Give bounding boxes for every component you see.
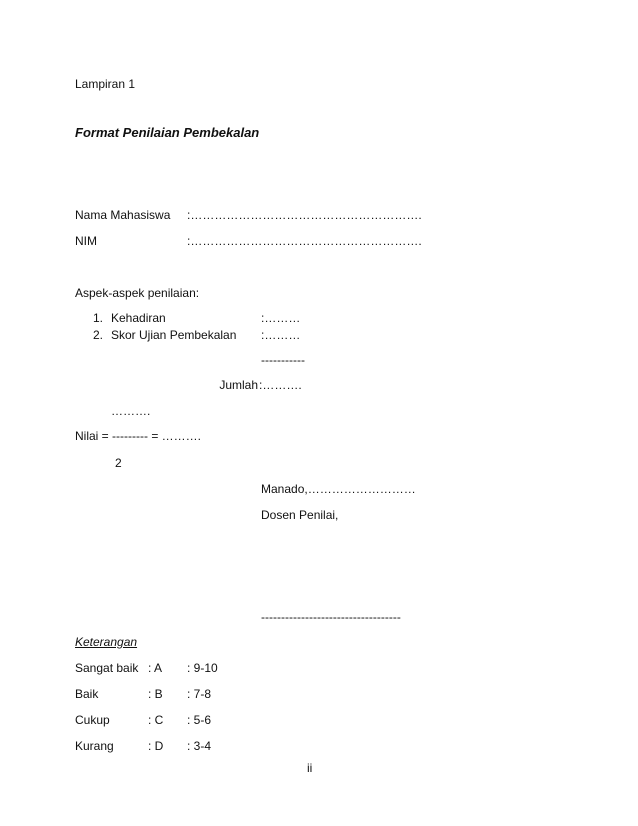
legend-label: Cukup <box>75 713 110 727</box>
place-date: Manado,……………………… <box>261 482 416 496</box>
dosen-penilai-label: Dosen Penilai, <box>261 508 339 522</box>
nama-mahasiswa-label: Nama Mahasiswa <box>75 208 171 222</box>
aspect-label: Skor Ujian Pembekalan <box>111 328 237 342</box>
nama-mahasiswa-value: :…………………………………………………. <box>187 208 422 222</box>
legend-range: : 9-10 <box>187 661 218 675</box>
sum-divider: ----------- <box>261 353 305 367</box>
aspect-number: 2. <box>93 328 104 342</box>
legend-grade: : B <box>148 687 163 701</box>
nilai-numerator: ………. <box>111 404 151 418</box>
nilai-formula: Nilai = --------- = ………. <box>75 429 201 443</box>
page-number: ii <box>307 761 313 775</box>
lampiran-label: Lampiran 1 <box>75 77 136 91</box>
aspect-label: Kehadiran <box>111 311 166 325</box>
legend-grade: : D <box>148 739 164 753</box>
nim-label: NIM <box>75 234 97 248</box>
page-title: Format Penilaian Pembekalan <box>75 125 260 140</box>
jumlah-value: :………. <box>259 378 302 392</box>
legend-label: Baik <box>75 687 99 701</box>
aspect-value: :……… <box>261 311 301 325</box>
legend-grade: : A <box>148 661 163 675</box>
aspect-number: 1. <box>93 311 104 325</box>
signature-line: ----------------------------------- <box>261 610 401 624</box>
aspect-value: :……… <box>261 328 301 342</box>
legend-range: : 3-4 <box>187 739 212 753</box>
legend-label: Kurang <box>75 739 114 753</box>
nim-value: :…………………………………………………. <box>187 234 422 248</box>
legend-range: : 5-6 <box>187 713 212 727</box>
jumlah-label: Jumlah <box>219 378 258 392</box>
legend-label: Sangat baik <box>75 661 139 675</box>
nilai-denominator: 2 <box>115 456 122 470</box>
keterangan-heading: Keterangan <box>75 635 138 649</box>
aspects-heading: Aspek-aspek penilaian: <box>75 286 200 300</box>
legend-grade: : C <box>148 713 164 727</box>
legend-range: : 7-8 <box>187 687 212 701</box>
